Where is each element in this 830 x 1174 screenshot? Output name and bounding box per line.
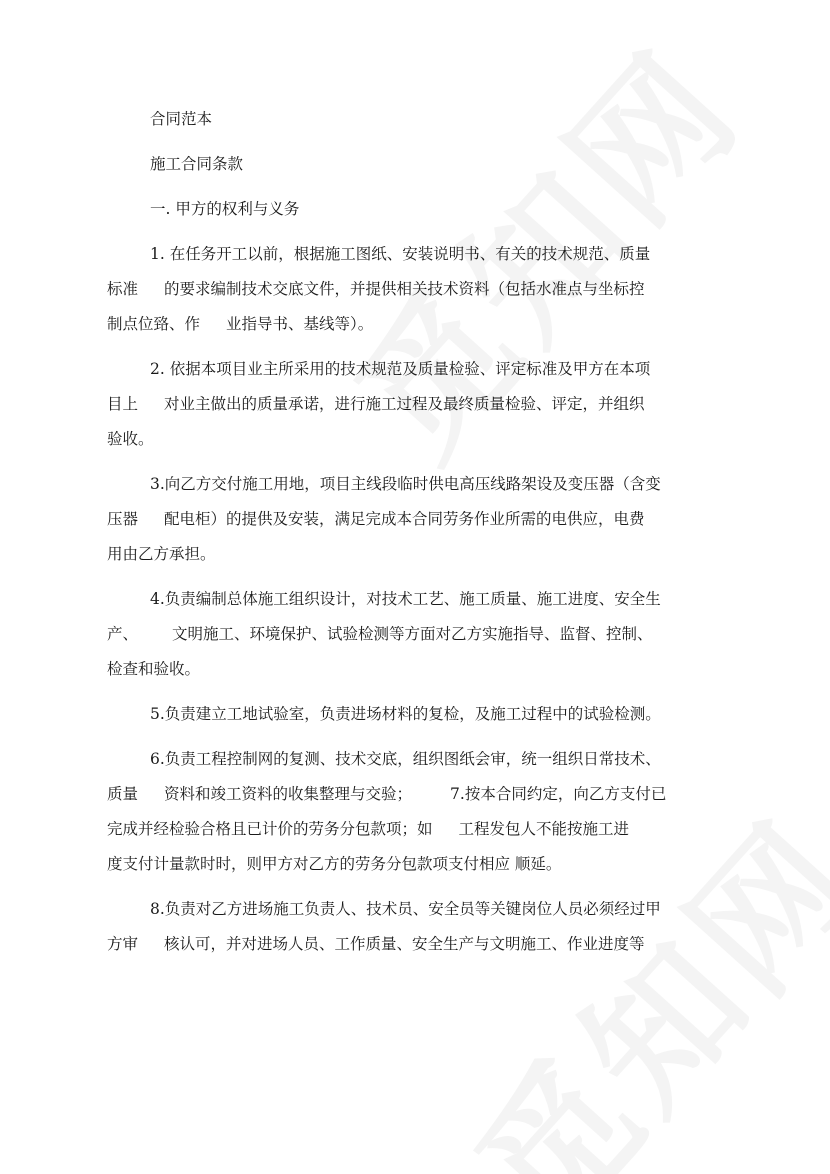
- clause-fragment: 资料和竣工资料的收集整理与交验；: [164, 785, 413, 803]
- clause-line: 检查和验收。: [107, 660, 201, 678]
- clause-line: 4.负责编制总体施工组织设计，对技术工艺、施工质量、施工进度、安全生: [150, 590, 661, 608]
- section-heading: 一. 甲方的权利与义务: [150, 200, 300, 218]
- clause-fragment: 的要求编制技术交底文件，并提供相关技术资料（包括水准点与坐标控: [164, 280, 645, 298]
- clause-2: [107, 352, 710, 457]
- clause-fragment: 对业主做出的质量承诺，进行施工过程及最终质量检验、评定，并组织: [164, 395, 645, 413]
- clause-fragment: 业指导书、基线等）。: [226, 315, 374, 333]
- clause-fragment: 完成并经检验合格且已计价的劳务分包款项；如: [107, 820, 433, 838]
- clause-line: 用由乙方承担。: [107, 545, 216, 563]
- clause-8: [107, 892, 710, 962]
- clause-line: [107, 502, 710, 537]
- clause-fragment: 产、: [107, 625, 139, 643]
- clause-5: [107, 697, 710, 732]
- clause-fragment: 配电柜）的提供及安装，满足完成本合同劳务作业所需的电供应，电费: [164, 510, 645, 528]
- clause-line: [107, 307, 710, 342]
- clause-fragment: 文明施工、环境保护、试验检测等方面对乙方实施指导、监督、控制、: [172, 625, 653, 643]
- clause-line: 1. 在任务开工以前，根据施工图纸、安装说明书、有关的技术规范、质量: [150, 245, 651, 263]
- clause-line: 5.负责建立工地试验室，负责进场材料的复检，及施工过程中的试验检测。: [150, 705, 661, 723]
- clause-fragment: 标准: [107, 280, 139, 298]
- document-body: [107, 102, 710, 962]
- clause-line: [107, 617, 710, 652]
- clause-3: [107, 467, 710, 572]
- clause-fragment: 制点位臵、作: [107, 315, 201, 333]
- clause-fragment: 方审: [107, 935, 139, 953]
- clause-line: 3.向乙方交付施工用地，项目主线段临时供电高压线路架设及变压器（含变: [150, 475, 661, 493]
- clause-fragment: 7.按本合同约定，向乙方支付已: [450, 785, 667, 803]
- clause-line: 6.负责工程控制网的复测、技术交底，组织图纸会审，统一组织日常技术、: [150, 750, 661, 768]
- clause-line: [107, 272, 710, 307]
- clause-line: [107, 777, 710, 812]
- clause-fragment: 核认可，并对进场人员、工作质量、安全生产与文明施工、作业进度等: [164, 935, 645, 953]
- clause-4: [107, 582, 710, 687]
- clause-fragment: 目上: [107, 395, 139, 413]
- clause-fragment: 质量: [107, 785, 139, 803]
- clause-line: 8.负责对乙方进场施工负责人、技术员、安全员等关键岗位人员必须经过甲: [150, 900, 661, 918]
- clause-fragment: 压器: [107, 510, 139, 528]
- clause-fragment: 工程发包人不能按施工进: [458, 820, 630, 838]
- clause-1: [107, 237, 710, 342]
- clause-line: [107, 927, 710, 962]
- document-title: 合同范本: [150, 110, 213, 128]
- clause-6: [107, 742, 710, 882]
- clause-line: 验收。: [107, 430, 154, 448]
- clause-line: [107, 387, 710, 422]
- clause-line: 度支付计量款时时，则甲方对乙方的劳务分包款项支付相应 顺延。: [107, 855, 562, 873]
- document-subtitle: 施工合同条款: [150, 155, 244, 173]
- clause-line: [107, 812, 710, 847]
- clause-line: 2. 依据本项目业主所采用的技术规范及质量检验、评定标准及甲方在本项: [150, 360, 651, 378]
